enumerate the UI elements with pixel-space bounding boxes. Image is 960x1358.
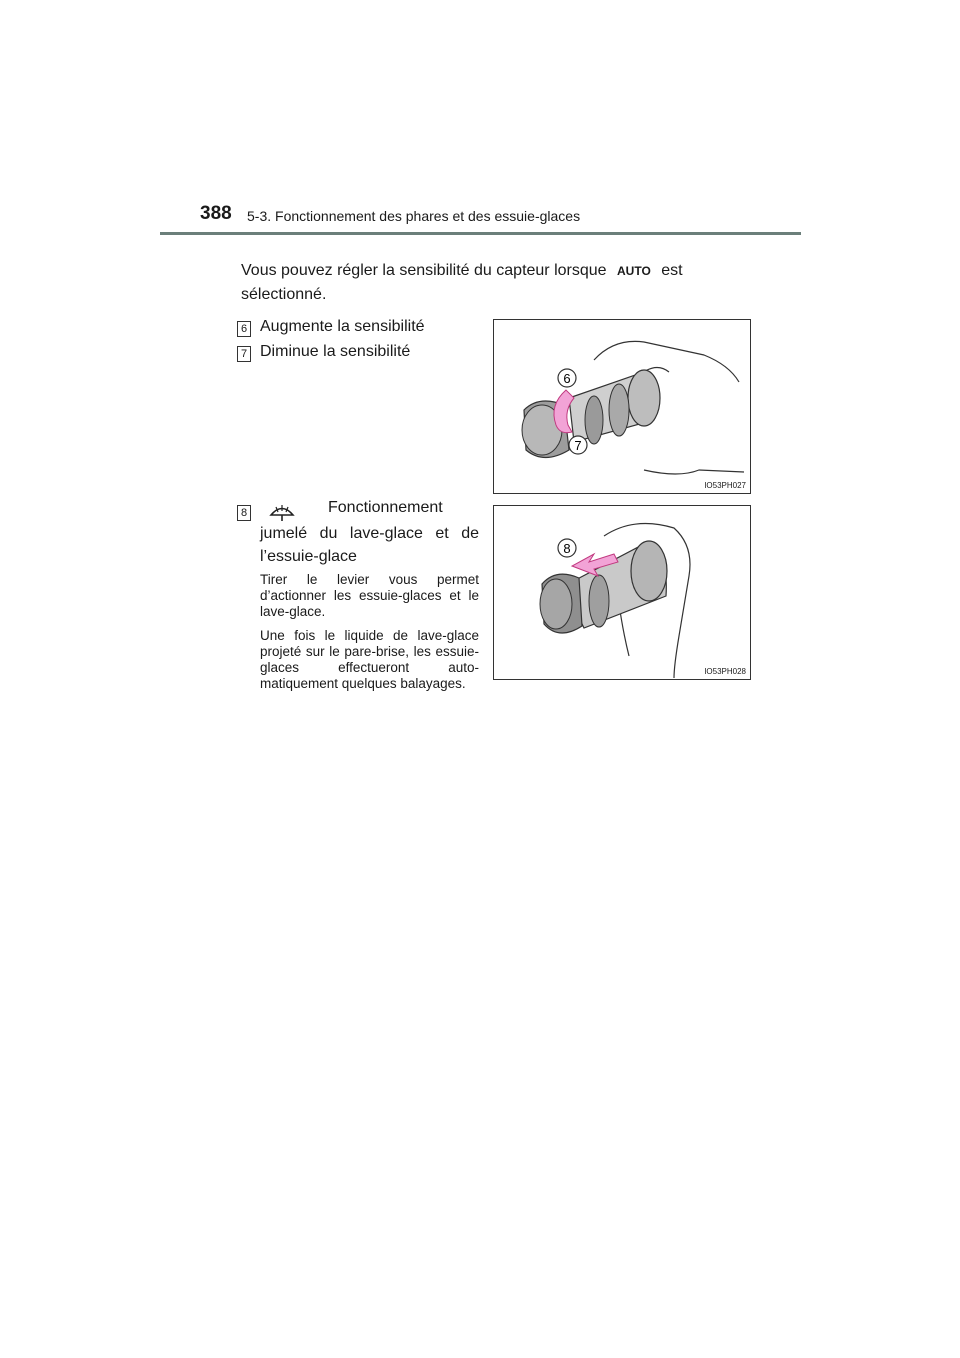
item-label-6: Augmente la sensibilité <box>260 318 425 335</box>
auto-label: AUTO <box>617 264 651 278</box>
item-number-7: 7 <box>237 346 251 362</box>
item8-paragraph-1: Tirer le levier vous permet d’actionner les essuie-glaces et le lave-glace. <box>260 572 479 619</box>
section-title: 5-3. Fonctionnement des phares et des essuie-glaces <box>247 208 581 224</box>
item8-title-line1: Fonctionnement <box>328 499 443 516</box>
wiper-lever-pull-illustration <box>494 506 750 679</box>
intro-text-after: est <box>661 262 683 279</box>
intro-paragraph <box>241 255 750 287</box>
figure-code: IO53PH028 <box>704 667 746 676</box>
item-label-7: Diminue la sensibilité <box>260 343 411 360</box>
header-rule <box>160 232 801 235</box>
wiper-lever-illustration <box>494 320 750 493</box>
callout-8: 8 <box>563 541 571 556</box>
page-number: 388 <box>200 203 232 224</box>
item8-paragraph-2: Une fois le liquide de lave-glace projeté sur le pare-brise, les essuie-glaces effectueront auto-matiquement quelques balayages. <box>260 628 479 691</box>
item8-title-rest: jumelé du lave-glace et de l’essuie-glace <box>260 525 479 565</box>
figure-sensitivity-adjust <box>493 319 751 494</box>
intro-text: Vous pouvez régler la sensibilité du capteur lorsque <box>241 262 607 279</box>
callout-6: 6 <box>563 371 571 386</box>
item-number-6: 6 <box>237 321 251 337</box>
washer-wiper-icon <box>268 501 296 523</box>
figure-washer-operation <box>493 505 751 680</box>
intro-line2: sélectionné. <box>241 286 327 303</box>
item-number-8: 8 <box>237 505 251 521</box>
callout-7: 7 <box>574 438 582 453</box>
figure-code: IO53PH027 <box>704 481 746 490</box>
